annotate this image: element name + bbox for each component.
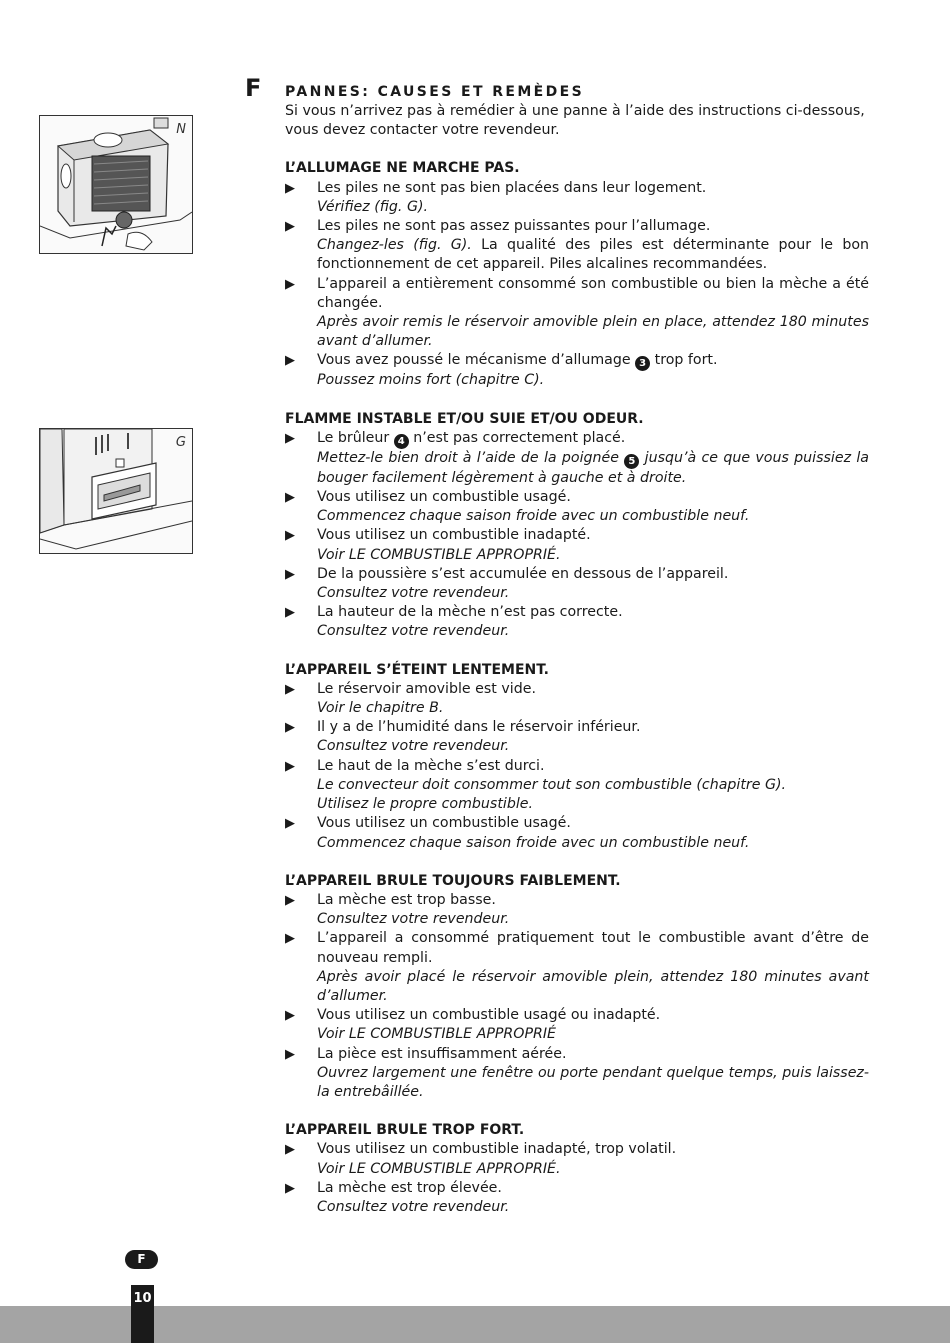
bullet-arrow-icon: ▶ <box>285 276 295 292</box>
cause-text: Les piles ne sont pas bien placées dans leur logement. <box>317 179 707 196</box>
list-item <box>285 217 869 275</box>
list-item <box>285 1045 869 1103</box>
heater-illustration <box>40 116 192 253</box>
list-item <box>285 526 869 564</box>
remedy-text: Après avoir placé le réservoir amovible plein, attendez 180 minutes avant d’allumer. <box>317 968 869 1004</box>
block-title: FLAMME INSTABLE ET/OU SUIE ET/OU ODEUR. <box>285 410 644 427</box>
bullet-arrow-icon: ▶ <box>285 219 295 235</box>
cause-text: La mèche est trop basse. <box>317 891 496 908</box>
page-number: 10 <box>131 1285 154 1343</box>
cause-text: La mèche est trop élevée. <box>317 1179 502 1196</box>
cause-text: Le brûleur <box>317 429 390 446</box>
block-burns-too-strong <box>285 1121 869 1217</box>
block-title: L’APPAREIL S’ÉTEINT LENTEMENT. <box>285 661 549 678</box>
block-ignition <box>285 159 869 390</box>
bullet-arrow-icon: ▶ <box>285 892 295 908</box>
troubleshooting-content <box>285 83 869 1236</box>
remedy-line <box>317 449 869 488</box>
remedy-text: Consultez votre revendeur. <box>317 911 510 928</box>
remedy-text: Voir LE COMBUSTIBLE APPROPRIÉ. <box>317 546 561 563</box>
bullet-arrow-icon: ▶ <box>285 816 295 832</box>
remedy-text: Consultez votre revendeur. <box>317 623 510 640</box>
remedy-text: Mettez-le bien droit à l’aide de la poignée <box>317 449 619 466</box>
cause-text: Le haut de la mèche s’est durci. <box>317 757 545 774</box>
remedy-text: Consultez votre revendeur. <box>317 1198 510 1215</box>
bullet-arrow-icon: ▶ <box>285 180 295 196</box>
bullet-arrow-icon: ▶ <box>285 566 295 582</box>
cause-text: Les piles ne sont pas assez puissantes pour l’allumage. <box>317 218 711 235</box>
list-item <box>285 757 869 815</box>
cause-text: n’est pas correctement placé. <box>413 429 626 446</box>
list-item <box>285 603 869 641</box>
cause-text: De la poussière s’est accumulée en dessous de l’appareil. <box>317 565 729 582</box>
list-item <box>285 718 869 756</box>
block-title: L’APPAREIL BRULE TROP FORT. <box>285 1122 525 1139</box>
remedy-text: jusqu’à ce que vous puissiez la bouger facilement légèrement à gauche et à droite. <box>317 449 869 486</box>
figure-n-label: N <box>176 122 186 137</box>
cause-text: Vous utilisez un combustible usagé ou inadapté. <box>317 1007 661 1024</box>
remedy-text: Voir le chapitre B. <box>317 700 444 717</box>
list-item <box>285 488 869 526</box>
bullet-arrow-icon: ▶ <box>285 681 295 697</box>
bullet-arrow-icon: ▶ <box>285 1180 295 1196</box>
list-item <box>285 351 869 390</box>
cause-list <box>285 429 869 642</box>
cause-list <box>285 179 869 391</box>
list-item <box>285 1006 869 1044</box>
figure-n <box>39 115 193 254</box>
bullet-arrow-icon: ▶ <box>285 528 295 544</box>
remedy-text: Commencez chaque saison froide avec un combustible neuf. <box>317 508 750 525</box>
cause-text: Le réservoir amovible est vide. <box>317 680 536 697</box>
remedy-text: Consultez votre revendeur. <box>317 585 510 602</box>
remedy-note: La qualité des piles est déterminante pour le bon fonctionnement de cet appareil. Piles alcalines recommandées. <box>317 237 870 273</box>
list-item <box>285 1140 869 1178</box>
remedy-text: Voir LE COMBUSTIBLE APPROPRIÉ. <box>317 1160 561 1177</box>
block-title: L’ALLUMAGE NE MARCHE PAS. <box>285 160 520 177</box>
cause-text: L’appareil a consommé pratiquement tout le combustible avant d’être de nouveau rempli. <box>317 930 869 966</box>
cause-text: Vous avez poussé le mécanisme d’allumage <box>317 352 631 369</box>
remedy-text: Après avoir remis le réservoir amovible plein en place, attendez 180 minutes avant d’allumer. <box>317 314 869 350</box>
remedy-text: Consultez votre revendeur. <box>317 738 510 755</box>
block-weak-burning <box>285 872 869 1102</box>
bullet-arrow-icon: ▶ <box>285 1142 295 1158</box>
battery-compartment-illustration <box>40 429 192 553</box>
bullet-arrow-icon: ▶ <box>285 1046 295 1062</box>
intro-text: Si vous n’arrivez pas à remédier à une panne à l’aide des instructions ci-dessous, vous devez contacter votre revendeur. <box>285 103 865 139</box>
list-item <box>285 680 869 718</box>
figure-g <box>39 428 193 554</box>
list-item <box>285 1179 869 1217</box>
list-item <box>285 891 869 929</box>
remedy-text: Ouvrez largement une fenêtre ou porte pendant quelque temps, puis laissez-la entrebâillée. <box>317 1064 869 1100</box>
part-number-badge: 3 <box>635 356 650 371</box>
bullet-arrow-icon: ▶ <box>285 758 295 774</box>
remedy-text: Utilisez le propre combustible. <box>317 796 534 813</box>
list-item <box>285 929 869 1006</box>
block-slow-shutdown <box>285 661 869 853</box>
remedy-text: Voir LE COMBUSTIBLE APPROPRIÉ <box>317 1026 557 1043</box>
block-title: L’APPAREIL BRULE TOUJOURS FAIBLEMENT. <box>285 872 621 889</box>
language-badge: F <box>125 1250 158 1269</box>
remedy-text: Commencez chaque saison froide avec un combustible neuf. <box>317 834 750 851</box>
cause-line <box>317 351 869 371</box>
remedy-text: Poussez moins fort (chapitre C). <box>317 372 545 389</box>
cause-list <box>285 891 869 1102</box>
cause-text: Il y a de l’humidité dans le réservoir inférieur. <box>317 719 641 736</box>
list-item <box>285 565 869 603</box>
list-item <box>285 814 869 852</box>
block-unstable-flame <box>285 410 869 642</box>
remedy-text: Le convecteur doit consommer tout son combustible (chapitre G). <box>317 776 787 793</box>
list-item <box>285 429 869 488</box>
page-title: PANNES: CAUSES ET REMÈDES <box>285 84 585 100</box>
section-letter: F <box>245 74 263 102</box>
cause-text: Vous utilisez un combustible usagé. <box>317 489 571 506</box>
cause-list <box>285 1140 869 1217</box>
remedy-line <box>317 236 869 274</box>
figure-g-label: G <box>175 435 186 450</box>
cause-text: Vous utilisez un combustible inadapté. <box>317 527 591 544</box>
bullet-arrow-icon: ▶ <box>285 720 295 736</box>
bullet-arrow-icon: ▶ <box>285 605 295 621</box>
cause-text: Vous utilisez un combustible usagé. <box>317 815 571 832</box>
remedy-text: Changez-les (fig. G). <box>317 237 472 254</box>
part-number-badge: 5 <box>624 454 639 469</box>
cause-line <box>317 429 869 449</box>
bullet-arrow-icon: ▶ <box>285 1008 295 1024</box>
bullet-arrow-icon: ▶ <box>285 430 295 446</box>
bullet-arrow-icon: ▶ <box>285 931 295 947</box>
list-item <box>285 179 869 217</box>
bullet-arrow-icon: ▶ <box>285 490 295 506</box>
cause-text: La hauteur de la mèche n’est pas correcte. <box>317 604 623 621</box>
cause-text: Vous utilisez un combustible inadapté, trop volatil. <box>317 1141 677 1158</box>
part-number-badge: 4 <box>394 434 409 449</box>
cause-text: trop fort. <box>654 352 718 369</box>
cause-text: L’appareil a entièrement consommé son combustible ou bien la mèche a été changée. <box>317 275 869 311</box>
cause-list <box>285 680 869 853</box>
remedy-text: Vérifiez (fig. G). <box>317 198 428 215</box>
list-item <box>285 275 869 352</box>
cause-text: La pièce est insuffisamment aérée. <box>317 1045 567 1062</box>
bullet-arrow-icon: ▶ <box>285 353 295 369</box>
